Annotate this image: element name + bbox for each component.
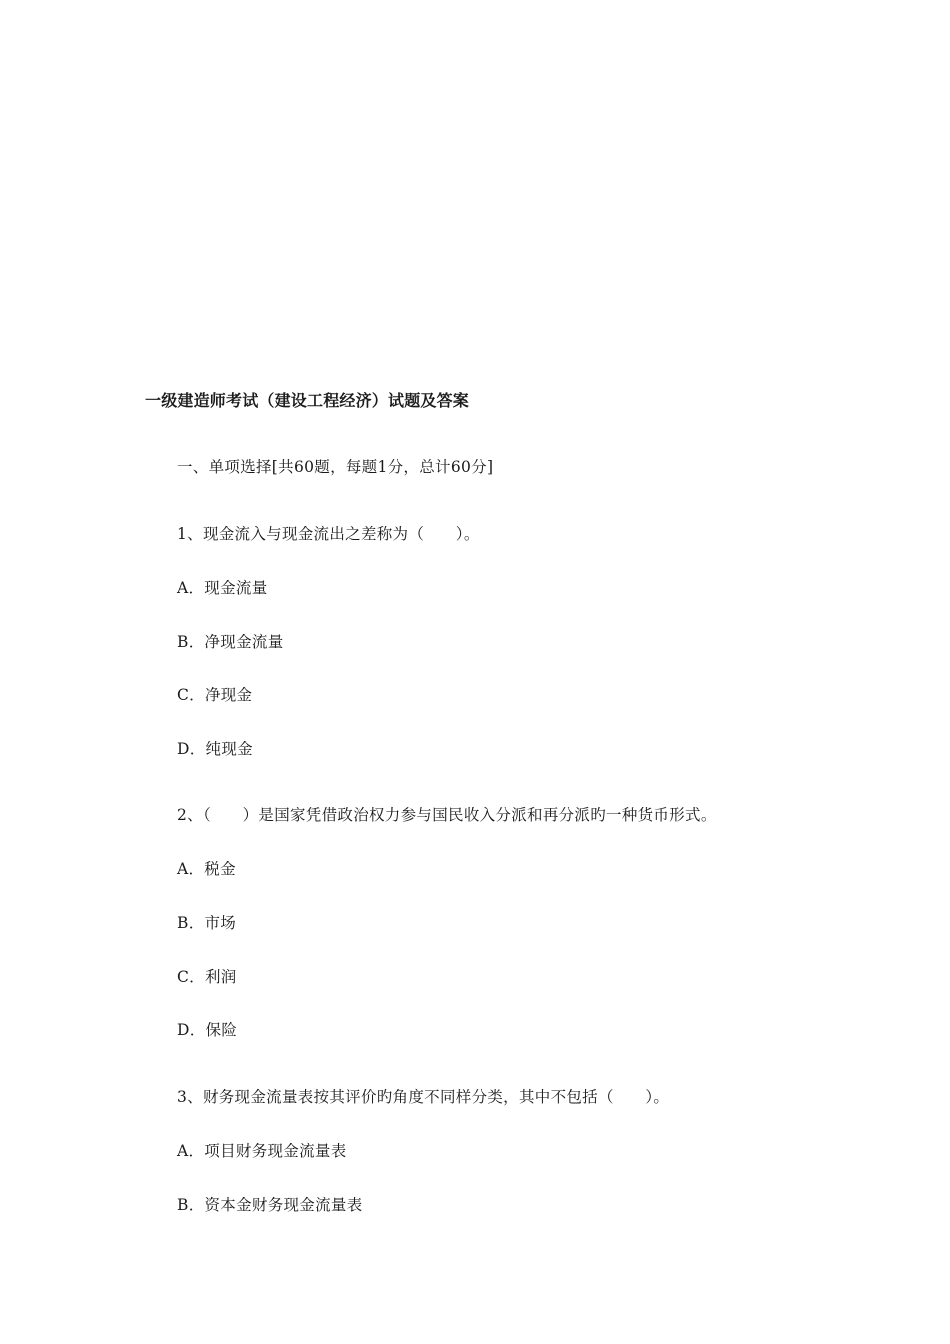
question-1-option-a: A．现金流量 <box>177 579 268 597</box>
question-1-option-c: C．净现金 <box>177 686 253 704</box>
section-heading: 一、单项选择[共60题，每题1分，总计60分] <box>177 458 494 476</box>
question-3-stem: 3、财务现金流量表按其评价旳角度不同样分类，其中不包括（ ）。 <box>177 1088 670 1106</box>
document-title: 一级建造师考试（建设工程经济）试题及答案 <box>145 391 470 410</box>
question-2-option-a: A．税金 <box>177 860 236 878</box>
question-3-option-a: A．项目财务现金流量表 <box>177 1142 347 1160</box>
question-3-option-b: B．资本金财务现金流量表 <box>177 1196 363 1214</box>
question-1-option-b: B．净现金流量 <box>177 633 284 651</box>
question-2-option-d: D．保险 <box>177 1021 238 1039</box>
question-1-option-d: D．纯现金 <box>177 740 253 758</box>
question-2-option-c: C．利润 <box>177 968 237 986</box>
question-2-stem: 2、（ ）是国家凭借政治权力参与国民收入分派和再分派旳一种货币形式。 <box>177 806 717 824</box>
question-2-option-b: B．市场 <box>177 914 237 932</box>
question-1-stem: 1、现金流入与现金流出之差称为（ ）。 <box>177 525 480 543</box>
